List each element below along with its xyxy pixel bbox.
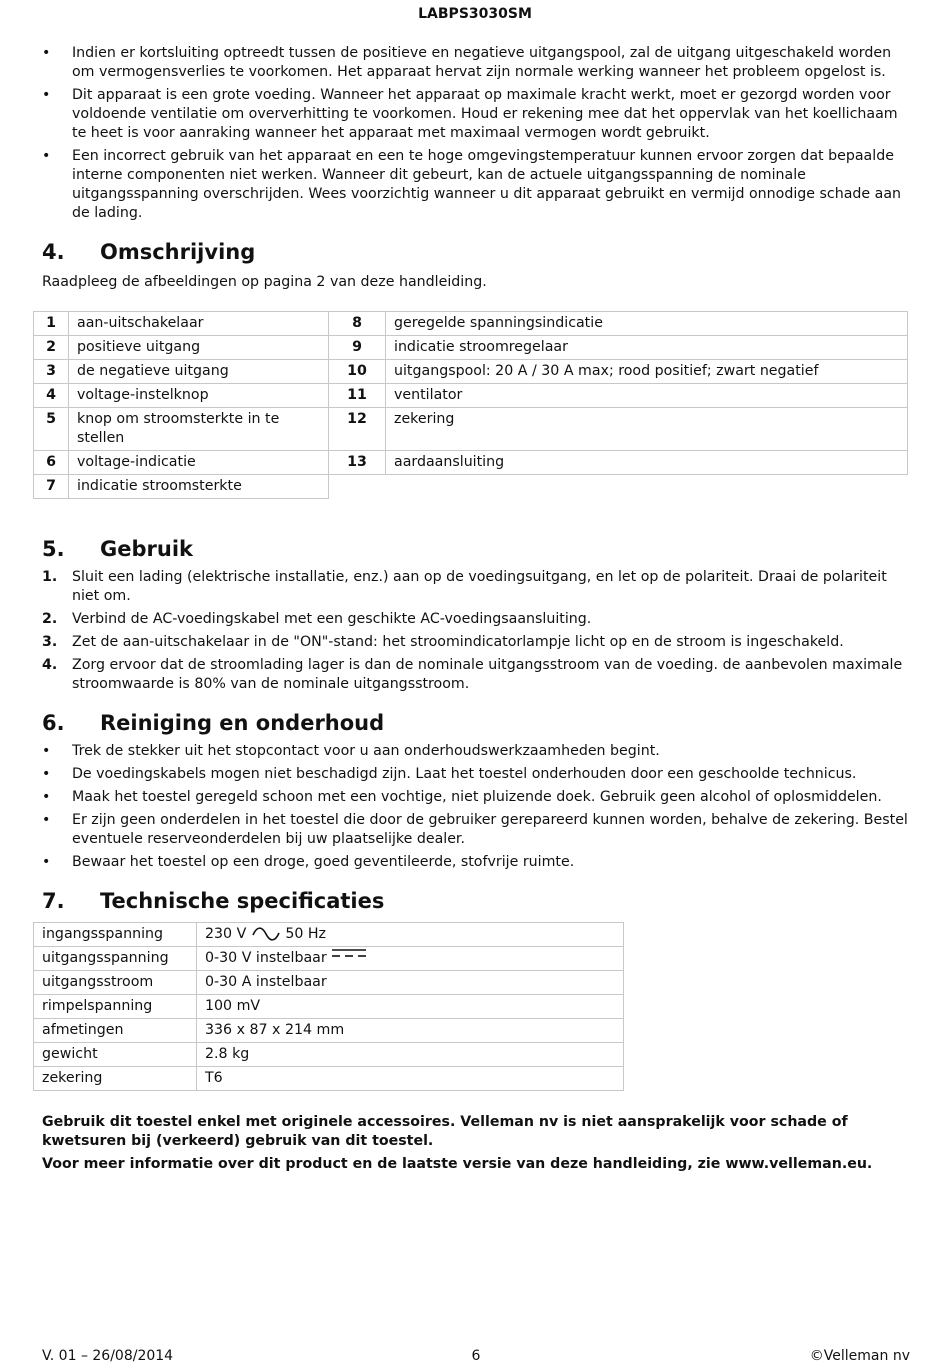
table-cell: afmetingen xyxy=(34,1019,197,1043)
info-note: Voor meer informatie over dit product en de laatste versie van deze handleiding, zie www.velleman.eu. xyxy=(42,1156,873,1172)
table-cell: 3 xyxy=(34,360,69,384)
table-cell: uitgangsspanning xyxy=(34,947,197,971)
table-cell-empty xyxy=(329,475,386,499)
ac-wave-icon xyxy=(251,926,281,942)
intro-bullet-list xyxy=(42,44,912,223)
table-row xyxy=(34,1043,624,1067)
copyright: ©Velleman nv xyxy=(809,1348,910,1364)
table-cell: 6 xyxy=(34,451,69,475)
table-row xyxy=(34,923,624,947)
table-cell: positieve uitgang xyxy=(69,336,329,360)
step-number: 1. xyxy=(42,569,58,585)
table-cell: 8 xyxy=(329,312,386,336)
table-row xyxy=(34,336,908,360)
table-cell: voltage-instelknop xyxy=(69,384,329,408)
table-cell: rimpelspanning xyxy=(34,995,197,1019)
bullet-icon: • xyxy=(42,45,51,61)
table-cell: zekering xyxy=(386,408,908,451)
section-title: Omschrijving xyxy=(100,240,256,264)
spec-value: 0-30 V instelbaar xyxy=(205,950,327,966)
table-cell: uitgangspool: 20 A / 30 A max; rood positief; zwart negatief xyxy=(386,360,908,384)
list-item xyxy=(42,568,912,606)
list-item xyxy=(42,656,912,694)
section-heading-6 xyxy=(42,710,912,736)
version-date: V. 01 – 26/08/2014 xyxy=(42,1348,174,1364)
bullet-icon: • xyxy=(42,812,51,828)
disclaimer-note: Gebruik dit toestel enkel met originele accessoires. Velleman nv is niet aansprakelijk voor schade of kwetsuren bij (verkeerd) gebruik van dit toestel. xyxy=(42,1114,848,1149)
table-cell: 2 xyxy=(34,336,69,360)
table-cell xyxy=(197,947,624,971)
list-item xyxy=(42,44,912,82)
table-cell: ventilator xyxy=(386,384,908,408)
list-item-text: Verbind de AC-voedingskabel met een geschikte AC-voedingsaansluiting. xyxy=(72,611,592,627)
table-cell: aan-uitschakelaar xyxy=(69,312,329,336)
list-item-text: Een incorrect gebruik van het apparaat en een te hoge omgevingstemperatuur kunnen ervoor zorgen dat bepaalde interne componenten niet werken. Wanneer dit gebeurt, kan de actuele uitgangsspanning de nominale uitgangsspanning overschrijden. Wees voorzichtig wanneer u dit apparaat gebruikt en vermijd onnodige schade aan de lading. xyxy=(72,148,902,221)
table-cell: T6 xyxy=(197,1067,624,1091)
section-number: 6. xyxy=(42,711,65,735)
table-cell: 2.8 kg xyxy=(197,1043,624,1067)
bullet-icon: • xyxy=(42,766,51,782)
table-row xyxy=(34,312,908,336)
bullet-icon: • xyxy=(42,148,51,164)
section-intro: Raadpleeg de afbeeldingen op pagina 2 van deze handleiding. xyxy=(42,274,487,290)
step-number: 4. xyxy=(42,657,58,673)
list-item xyxy=(42,811,912,849)
bullet-icon: • xyxy=(42,789,51,805)
list-item-text: De voedingskabels mogen niet beschadigd zijn. Laat het toestel onderhouden door een geschoolde technicus. xyxy=(72,766,857,782)
spec-value: 50 Hz xyxy=(285,926,327,942)
page-header-title: LABPS3030SM xyxy=(418,6,532,22)
table-cell: zekering xyxy=(34,1067,197,1091)
maintenance-bullet-list xyxy=(42,742,912,872)
dc-symbol-icon xyxy=(331,947,367,959)
table-cell: 12 xyxy=(329,408,386,451)
table-cell: 13 xyxy=(329,451,386,475)
section-title: Gebruik xyxy=(100,537,193,561)
list-item-text: Trek de stekker uit het stopcontact voor u aan onderhoudswerkzaamheden begint. xyxy=(72,743,660,759)
table-cell: uitgangsstroom xyxy=(34,971,197,995)
table-row xyxy=(34,408,908,451)
table-cell: 9 xyxy=(329,336,386,360)
usage-steps-list xyxy=(42,568,912,694)
table-cell: geregelde spanningsindicatie xyxy=(386,312,908,336)
table-cell: indicatie stroomregelaar xyxy=(386,336,908,360)
table-cell: 10 xyxy=(329,360,386,384)
table-cell: 5 xyxy=(34,408,69,451)
table-cell: 100 mV xyxy=(197,995,624,1019)
table-cell: 7 xyxy=(34,475,69,499)
table-row xyxy=(34,1019,624,1043)
table-row xyxy=(34,1067,624,1091)
table-cell: de negatieve uitgang xyxy=(69,360,329,384)
table-row xyxy=(34,360,908,384)
bullet-icon: • xyxy=(42,743,51,759)
list-item-text: Maak het toestel geregeld schoon met een vochtige, niet pluizende doek. Gebruik geen alcohol of oplosmiddelen. xyxy=(72,789,882,805)
section-heading-4 xyxy=(42,239,912,265)
list-item xyxy=(42,853,912,872)
section-number: 4. xyxy=(42,240,65,264)
list-item-text: Sluit een lading (elektrische installatie, enz.) aan op de voedingsuitgang, en let op de polariteit. Draai de polariteit niet om. xyxy=(72,569,887,604)
bullet-icon: • xyxy=(42,87,51,103)
section-title: Reiniging en onderhoud xyxy=(100,711,385,735)
list-item-text: Zorg ervoor dat de stroomlading lager is dan de nominale uitgangsstroom van de voeding. de aanbevolen maximale stroomwaarde is 80% van de nominale uitgangsstroom. xyxy=(72,657,903,692)
step-number: 2. xyxy=(42,611,58,627)
section-heading-7 xyxy=(42,888,912,914)
section-number: 5. xyxy=(42,537,65,561)
specs-table xyxy=(33,922,624,1091)
table-row xyxy=(34,947,624,971)
list-item-text: Dit apparaat is een grote voeding. Wanneer het apparaat op maximale kracht werkt, moet er gezorgd worden voor voldoende ventilatie om oververhitting te voorkomen. Houd er rekening mee dat het oppervlak van het koellichaam te heet is voor aanraking wanneer het apparaat met maximaal vermogen wordt gebruikt. xyxy=(72,87,898,141)
table-cell xyxy=(197,923,624,947)
list-item-text: Bewaar het toestel op een droge, goed geventileerde, stofvrije ruimte. xyxy=(72,854,575,870)
bullet-icon: • xyxy=(42,854,51,870)
table-cell: ingangsspanning xyxy=(34,923,197,947)
table-cell: aardaansluiting xyxy=(386,451,908,475)
list-item xyxy=(42,86,912,143)
list-item xyxy=(42,742,912,761)
table-row xyxy=(34,971,624,995)
page-content xyxy=(42,44,912,1174)
section-title: Technische specificaties xyxy=(100,889,385,913)
section-number: 7. xyxy=(42,889,65,913)
table-row xyxy=(34,384,908,408)
list-item-text: Er zijn geen onderdelen in het toestel die door de gebruiker gerepareerd kunnen worden, behalve de zekering. Bestel eventuele reserveonderdelen bij uw plaatselijke dealer. xyxy=(72,812,908,847)
table-cell: knop om stroomsterkte in te stellen xyxy=(69,408,329,451)
table-cell: voltage-indicatie xyxy=(69,451,329,475)
table-cell: gewicht xyxy=(34,1043,197,1067)
table-cell: 1 xyxy=(34,312,69,336)
table-cell: indicatie stroomsterkte xyxy=(69,475,329,499)
spec-value: 230 V xyxy=(205,926,247,942)
list-item xyxy=(42,765,912,784)
list-item xyxy=(42,610,912,629)
list-item xyxy=(42,788,912,807)
table-row xyxy=(34,451,908,475)
table-cell: 336 x 87 x 214 mm xyxy=(197,1019,624,1043)
parts-table xyxy=(33,311,908,499)
step-number: 3. xyxy=(42,634,58,650)
section-heading-5 xyxy=(42,536,912,562)
table-row xyxy=(34,995,624,1019)
table-cell: 4 xyxy=(34,384,69,408)
list-item-text: Indien er kortsluiting optreedt tussen de positieve en negatieve uitgangspool, zal de uitgang uitgeschakeld worden om vermogensverlies te voorkomen. Het apparaat hervat zijn normale werking wanneer het probleem opgelost is. xyxy=(72,45,892,80)
list-item-text: Zet de aan-uitschakelaar in de "ON"-stand: het stroomindicatorlampje licht op en de stroom is ingeschakeld. xyxy=(72,634,844,650)
page-number: 6 xyxy=(471,1348,481,1364)
table-cell: 0-30 A instelbaar xyxy=(197,971,624,995)
table-cell-empty xyxy=(386,475,908,499)
list-item xyxy=(42,633,912,652)
list-item xyxy=(42,147,912,223)
table-row xyxy=(34,475,908,499)
table-cell: 11 xyxy=(329,384,386,408)
